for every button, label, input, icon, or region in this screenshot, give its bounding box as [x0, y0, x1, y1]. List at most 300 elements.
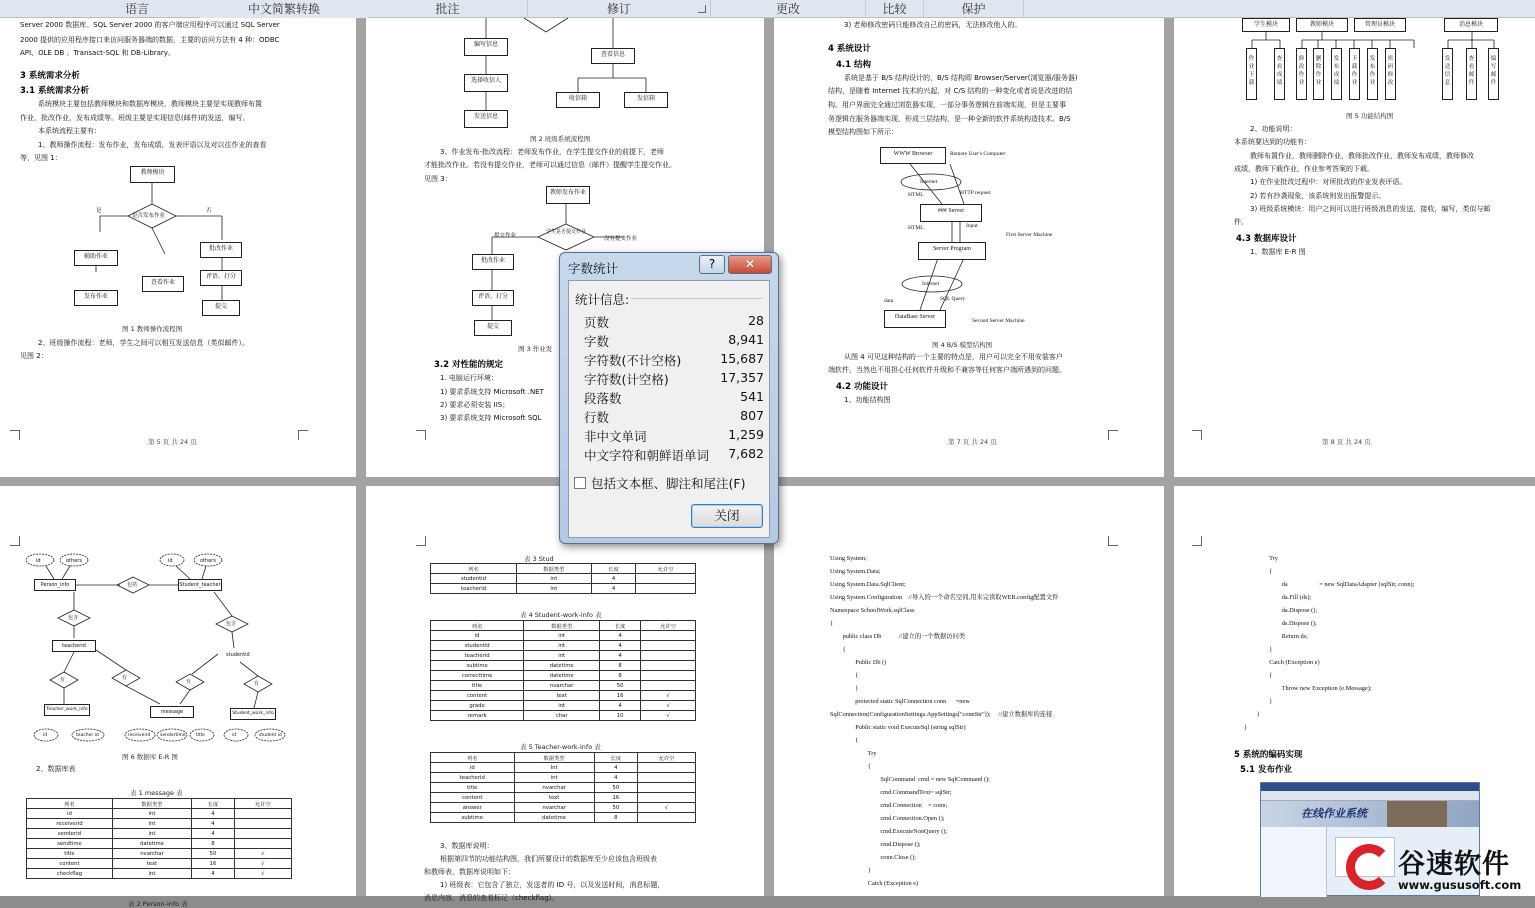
text-line: 3) 班级系统模块：用户之间可以进行班级消息的发送，接收，编写，类似与邮 [1250, 205, 1491, 213]
stat-label: 字符数(计空格) [584, 372, 669, 387]
table-cell: receiverid [27, 819, 113, 829]
table-header-cell: 允许空 [234, 799, 291, 809]
bs-node: DataBase Server [884, 310, 946, 328]
table-cell: √ [641, 711, 696, 721]
statistics-header: 统计信息: [575, 292, 630, 307]
bs-label: data [884, 298, 894, 304]
ribbon-group-changes[interactable]: 更改 [711, 0, 866, 18]
page-7 [774, 18, 1164, 477]
table-cell: subtime [431, 661, 524, 671]
bs-label: Second Server Machine [972, 318, 1025, 324]
code-line: { [830, 763, 871, 770]
table-cell: 4 [600, 641, 641, 651]
leaf-node: 修改作业 [1296, 48, 1307, 100]
text-line: 2000 提供的应用程序接口来访问服务器端的数据，主要的访问方法有 4 种：ODBC [20, 36, 280, 44]
ribbon-group-bar [0, 0, 1535, 18]
er-entity: teacherid [52, 640, 96, 652]
flow-node: 教师模块 [130, 166, 175, 183]
text-line: API、OLE DB 、Transact-SQL 和 DB-Library。 [20, 49, 175, 57]
crop-mark [10, 430, 20, 440]
leaf-node: 发布作业 [1367, 48, 1378, 100]
table-cell: remark [431, 711, 524, 721]
table-cell [234, 829, 291, 839]
code-line: Return ds; [1244, 633, 1308, 640]
table-cell: 4 [192, 819, 235, 829]
text-line: 见图 3： [424, 175, 452, 183]
text-line: 2) 要求必须安装 IIS； [440, 401, 510, 409]
bs-label: SQL Query [940, 296, 966, 302]
table-cell [638, 813, 696, 823]
table-cell: answer [431, 803, 515, 813]
table-cell: grade [431, 701, 524, 711]
include-textboxes-checkbox-row[interactable] [574, 474, 770, 492]
table-row [431, 813, 696, 823]
table-cell: 8 [594, 813, 637, 823]
code-line: } [1244, 724, 1248, 731]
table-cell: title [431, 681, 524, 691]
flow-node: 查看作业 [142, 276, 184, 292]
table-cell: nvarchar [514, 783, 594, 793]
close-button[interactable]: 关闭 [691, 504, 763, 528]
code-line: Namespace SchoolWork.sqlClass [830, 607, 915, 614]
stat-row-chars-no-spaces [584, 351, 764, 370]
flow-node: 查看信息 [591, 48, 635, 64]
table-cell: content [431, 793, 515, 803]
include-textboxes-label[interactable]: 包括文本框、脚注和尾注(F) [591, 476, 746, 491]
heading-1: 4 系统设计 [828, 44, 871, 54]
table-cell: datetime [524, 661, 600, 671]
er-attribute: sendertime [160, 733, 186, 738]
table-cell: 4 [600, 631, 641, 641]
table-cell: √ [641, 701, 696, 711]
table-header-cell: 列名 [27, 799, 113, 809]
text-line: 务逻辑在服务器端实现，形成三层结构，是一种全新的软件系统构造技术。B/S [828, 115, 1071, 123]
table-cell: 8 [600, 661, 641, 671]
heading-2: 4.3 数据库设计 [1236, 234, 1297, 244]
table-cell: 16 [594, 793, 637, 803]
flow-node: 发送信息 [464, 110, 508, 128]
er-attribute: teacher id [76, 733, 99, 738]
web-screenshot-title: 在线作业系统 [1301, 807, 1367, 820]
bs-label: HTML [908, 192, 924, 198]
table-cell: studentid [431, 574, 517, 584]
message-table [26, 798, 292, 879]
bs-label: Input [966, 223, 978, 229]
stat-row-paragraphs [584, 389, 764, 408]
stat-value: 541 [740, 389, 764, 404]
text-line: 端软件，当然也不用担心任何软件升级和不兼容等任何客户端所遇到的问题。 [828, 366, 1066, 374]
code-line: { [1244, 568, 1273, 575]
table-cell: teacherid [431, 584, 517, 594]
heading-2: 3.2 对性能的规定 [434, 360, 504, 370]
table-cell: correcttime [431, 671, 524, 681]
table-row [431, 651, 696, 661]
code-line: } [1244, 646, 1273, 653]
flow-node: 提交 [474, 320, 512, 336]
table-cell: nvarchar [524, 681, 600, 691]
word-count-dialog[interactable] [559, 252, 779, 544]
code-line: da.Fill (ds); [1244, 594, 1312, 601]
code-line: cmd.Connection.Open (); [830, 815, 945, 822]
heading-2: 5.1 发布作业 [1240, 765, 1293, 775]
bs-label: Remote User's Computer [950, 151, 1006, 157]
er-attribute: title [196, 733, 205, 738]
flow-node: 收信箱 [556, 92, 600, 108]
table-header-cell: 数据类型 [514, 753, 594, 763]
code-line: Catch (Exception e) [830, 880, 919, 887]
flow-label: 否 [206, 208, 212, 214]
text-line: 模型结构图如下所示： [828, 128, 898, 136]
student-work-info-table [430, 620, 696, 721]
bs-label: First Server Machine [1006, 232, 1053, 238]
table-header-cell: 允许空 [638, 753, 696, 763]
text-line: 和教师表，数据库说明如下： [424, 868, 515, 876]
er-attribute: others [200, 558, 216, 564]
code-line: protected static SqlConnection conn =new [830, 698, 970, 705]
text-line: 3、数据库说明： [440, 842, 494, 850]
er-attribute: student id [259, 733, 282, 738]
text-line: 成绩，教师下载作业，作业参考答案的下载。 [1234, 165, 1374, 173]
table-cell: subtime [431, 813, 515, 823]
flow-label: 是 [96, 208, 102, 214]
table-cell: √ [641, 691, 696, 701]
page-9 [0, 486, 356, 908]
table-cell: content [431, 691, 524, 701]
code-line: { [830, 672, 859, 679]
bs-label: HTML [908, 225, 924, 231]
stat-row-pages [584, 313, 764, 332]
stat-value: 8,941 [728, 332, 764, 347]
table-cell: datetime [514, 813, 594, 823]
stat-label: 字数 [584, 334, 610, 349]
table-cell: id [431, 631, 524, 641]
logo-icon [1346, 844, 1392, 890]
stat-label: 段落数 [584, 391, 622, 406]
text-line: 2、数据库表 [36, 765, 76, 773]
stat-value: 28 [748, 313, 764, 328]
table-cell: 4 [591, 584, 636, 594]
table-cell: int [516, 574, 591, 584]
table-row [431, 661, 696, 671]
stat-row-chars-with-spaces [584, 370, 764, 389]
text-line: 1) 班级表：它包含了独立，发送者的 ID 号，以及发送时间，消息标题， [440, 881, 665, 889]
code-line: da = new SqlDataAdapter (sqlStr, conn); [1244, 581, 1415, 588]
text-line: 1、数据库 E-R 图 [1250, 248, 1306, 256]
text-line: 系统模块主要包括教师模块和数据库模块，教师模块主要是实现教师布置 [38, 100, 262, 108]
er-relation: 包括 [127, 582, 138, 588]
table-row [27, 849, 292, 859]
module-node: 教师模块 [1296, 18, 1348, 32]
code-line: } [1244, 711, 1260, 718]
table-cell: int [524, 631, 600, 641]
figure-caption: 图 3 作业发 [518, 345, 553, 353]
leaf-node: 作业下载 [1246, 48, 1257, 100]
table-row [27, 829, 292, 839]
table-header-cell: 长度 [192, 799, 235, 809]
dialog-body [568, 280, 770, 538]
text-line: 才能批改作业。若没有提交作业，老师可以通过信息（邮件）提醒学生提交作业。 [424, 161, 676, 169]
er-relation: 包含 [226, 621, 237, 627]
ribbon-group-comments[interactable]: 批注 [368, 0, 528, 18]
table-cell [638, 783, 696, 793]
crop-mark [416, 536, 426, 546]
table-cell: 4 [600, 651, 641, 661]
heading-2: 3.1 系统需求分析 [20, 86, 90, 96]
table-header-cell: 长度 [594, 753, 637, 763]
table-cell: √ [234, 869, 291, 879]
code-line: cmd.ExecuteNonQuery (); [830, 828, 948, 835]
ribbon-group-language[interactable]: 语言 [0, 0, 275, 18]
dialog-title: 字数统计 [568, 261, 619, 276]
table-cell: checkflag [27, 869, 113, 879]
help-button[interactable]: ? [699, 255, 725, 274]
table-cell: 4 [594, 773, 637, 783]
figure-caption: 图 4 B/S 模型结构图 [932, 341, 993, 349]
er-entity: Teacher_work_info [44, 704, 90, 716]
table-row [431, 641, 696, 651]
table-cell [636, 584, 696, 594]
table-cell [234, 819, 291, 829]
table-row [431, 783, 696, 793]
close-icon[interactable]: ✕ [728, 255, 772, 274]
code-line: Public static void ExecuteSql (string sqlStr) [830, 724, 966, 731]
stat-value: 807 [740, 408, 764, 423]
table-cell [638, 793, 696, 803]
text-line: 3) 要求系统支持 Microsoft SQL [440, 414, 542, 422]
code-line: Using System; [830, 555, 867, 562]
code-line: } [1244, 698, 1273, 705]
stat-value: 17,357 [720, 370, 764, 385]
table-row [27, 819, 292, 829]
table-row [431, 701, 696, 711]
text-line: 等，见图 1： [20, 154, 62, 162]
table-header-cell: 数据类型 [524, 621, 600, 631]
page-5 [0, 18, 356, 477]
table-cell: int [516, 584, 591, 594]
table-row [27, 809, 292, 819]
ribbon-group-conversion[interactable]: 中文简繁转换 [200, 0, 368, 18]
code-line: cmd.CommandText= sqlStr; [830, 789, 952, 796]
er-attribute: receiverid [128, 733, 151, 738]
stat-value: 15,687 [720, 351, 764, 366]
figure-caption: 图 5 功能结构图 [1346, 112, 1394, 120]
er-attribute: id [36, 558, 41, 564]
leaf-node: 查看邮件 [1466, 48, 1477, 100]
table-cell: id [431, 763, 515, 773]
text-line: 2) 若有抄袭现象，该系统则发出报警提示。 [1250, 192, 1386, 200]
module-node: 管理员模块 [1354, 18, 1406, 32]
table-cell: senderid [27, 829, 113, 839]
table-row [431, 711, 696, 721]
code-line: Catch (Exception e) [1244, 659, 1320, 666]
page-10 [366, 486, 764, 902]
table-header-cell: 允许空 [641, 621, 696, 631]
text-line: 构。用户界面完全通过浏览器实现，一部分事务逻辑在前端实现，但是主要事 [828, 101, 1066, 109]
code-line: conn.Close (); [830, 854, 917, 861]
watermark-logo [1338, 838, 1535, 896]
text-line: 见图 2： [20, 352, 48, 360]
tracking-dialog-launcher-icon[interactable] [698, 5, 706, 13]
table-row [27, 839, 292, 849]
text-line: 消息内容，消息的查看标记（checkflag)。 [424, 894, 559, 902]
er-attribute: id [43, 733, 48, 738]
flow-label: 提交作业 [494, 233, 517, 239]
table-cell: int [112, 819, 191, 829]
code-line: da.Dispose (); [1244, 607, 1318, 614]
code-block [1244, 552, 1414, 734]
table-cell: 8 [192, 839, 235, 849]
text-line: 3) 老师修改密码只能修改自己的密码，无法修改他人的。 [844, 21, 1022, 29]
stat-label: 中文字符和朝鲜语单词 [584, 448, 710, 463]
stat-label: 行数 [584, 410, 610, 425]
separator [631, 298, 763, 299]
watermark-name: 谷速软件 [1398, 849, 1510, 880]
er-entity: studentid [226, 652, 250, 658]
table-row [431, 773, 696, 783]
text-line: Server 2000 数据库。SQL Server 2000 的客户端应用程序可以通过 SQL Server [20, 21, 280, 29]
watermark-url: www.gususoft.com [1398, 878, 1522, 892]
code-line: Using System.Configuration //导入的一个命名空间,用来完读取WEB.config配置文件 [830, 594, 1059, 601]
table-cell: 4 [192, 869, 235, 879]
heading-1: 5 系统的编码实现 [1234, 750, 1303, 760]
text-line: 结构，是随着 Internet 技术的兴起，对 C/S 结构的一种变化或者说是改进的结 [828, 87, 1073, 95]
table-cell: nvarchar [514, 803, 594, 813]
text-line: 本系统流程主要有： [38, 127, 101, 135]
table-cell: datetime [524, 671, 600, 681]
table-cell: 4 [192, 809, 235, 819]
table-cell: 4 [600, 701, 641, 711]
crop-mark [1108, 430, 1118, 440]
bs-label: Internet [920, 179, 938, 185]
table-row [431, 584, 696, 594]
leaf-node: 查看成绩 [1274, 48, 1285, 100]
table-row [431, 574, 696, 584]
table-cell: int [112, 829, 191, 839]
table-cell: text [524, 691, 600, 701]
stat-row-non-chinese-words [584, 427, 764, 446]
flow-node: 教师发布作业 [546, 186, 590, 204]
text-line: 本系统要达到的功能有： [1234, 138, 1311, 146]
table-header-cell: 长度 [600, 621, 641, 631]
table-caption: 表 3 Stud [524, 555, 554, 563]
crop-mark [1192, 430, 1202, 440]
table-cell: 16 [600, 691, 641, 701]
text-line: 1) 在作业批改过程中：对所批改的作业发表评语。 [1250, 178, 1407, 186]
code-line: { [830, 620, 834, 627]
code-line: cmd.Dispose (); [830, 841, 921, 848]
er-entity: Person_info [34, 579, 76, 591]
page-12 [1174, 486, 1535, 896]
code-line: ds.Dispose (); [1244, 620, 1317, 627]
bs-node: Server Program [918, 242, 986, 260]
text-line: 2、班级操作流程：老师，学生之间可以相互发送信息（类似邮件）。 [38, 339, 249, 347]
text-line: 1) 要求系统支持 Microsoft .NET [440, 388, 544, 396]
page-footer: 第 7 页 共 24 页 [948, 438, 997, 446]
table-cell: datetime [112, 839, 191, 849]
include-textboxes-checkbox[interactable] [574, 477, 586, 489]
code-line: } [830, 685, 859, 692]
table-row [431, 681, 696, 691]
flow-node: 学生是否提交作业 [546, 229, 587, 235]
bs-node: ### Server [920, 204, 982, 222]
table-cell: int [514, 773, 594, 783]
table-cell: studentid [431, 641, 524, 651]
code-line: SqlCommand cmd = new SqlCommand (); [830, 776, 990, 783]
stat-row-lines [584, 408, 764, 427]
table-cell [641, 631, 696, 641]
code-line: Try [1244, 555, 1278, 562]
stat-label: 非中文单词 [584, 429, 647, 444]
flow-node: 评语、打分 [472, 290, 514, 306]
text-line: 1、教师操作流程：发布作业，发布成绩，发表评语以及对以往作业的查看 [38, 141, 267, 149]
code-line: cmd.Connection = conn; [830, 802, 948, 809]
er-entity: Student_work_info [230, 708, 276, 720]
table-cell [641, 671, 696, 681]
text-line: 件。 [1234, 218, 1248, 226]
leaf-node: 编写邮件 [1488, 48, 1499, 100]
flow-node: 是否发布作业 [132, 213, 166, 219]
text-line: 根据第四节的功能结构图，我们所要设计的数据库至少应该包含班级表 [440, 855, 657, 863]
flow-node: 选择收信人 [464, 74, 508, 92]
table-row [431, 793, 696, 803]
table-cell: sendtime [27, 839, 113, 849]
table-cell: 4 [591, 574, 636, 584]
table-cell: √ [234, 859, 291, 869]
flow-node: 评语、打分 [200, 270, 242, 286]
code-line: Try [830, 750, 877, 757]
stat-label: 字符数(不计空格) [584, 353, 682, 368]
er-relation: 包含 [68, 615, 79, 621]
table-header-row [27, 799, 292, 809]
text-line: 1、功能结构图 [844, 396, 891, 404]
text-line: 从图 4 可见这种结构的一个主要的特点是，用户可以完全不用安装客户 [844, 353, 1063, 361]
table-cell [641, 661, 696, 671]
table-header-row [431, 753, 696, 763]
table-header-cell: 长度 [591, 564, 636, 574]
table-cell: √ [234, 849, 291, 859]
bs-label: Internet [922, 281, 940, 287]
table-cell: 50 [594, 783, 637, 793]
ribbon-group-protect[interactable]: 保护 [924, 0, 1024, 18]
table-header-cell: 列名 [431, 753, 515, 763]
table-cell [234, 839, 291, 849]
table-cell: teacherid [431, 651, 524, 661]
ribbon-group-tracking[interactable]: 修订 [528, 0, 711, 18]
table-cell: title [431, 783, 515, 793]
crop-mark [1192, 536, 1202, 546]
table-cell: int [524, 701, 600, 711]
er-relation: 有 [254, 681, 260, 687]
stat-value: 1,259 [728, 427, 764, 442]
table-row [431, 691, 696, 701]
table-header-cell: 数据类型 [112, 799, 191, 809]
code-line: Using System.Data.SqlClient; [830, 581, 906, 588]
table-cell: √ [638, 803, 696, 813]
module-node: 消息模块 [1444, 18, 1498, 32]
table-cell: teacherid [431, 773, 515, 783]
leaf-node: 下载作业 [1349, 48, 1360, 100]
ribbon-group-compare[interactable]: 比较 [866, 0, 924, 18]
table-cell: text [112, 859, 191, 869]
code-block [830, 552, 1058, 890]
text-line: 2、功能说明： [1250, 125, 1297, 133]
stat-row-words [584, 332, 764, 351]
er-attribute: others [66, 558, 82, 564]
er-attribute: id [168, 558, 173, 564]
table-cell: nvarchar [112, 849, 191, 859]
table-cell [641, 651, 696, 661]
er-relation: 有 [60, 677, 66, 683]
